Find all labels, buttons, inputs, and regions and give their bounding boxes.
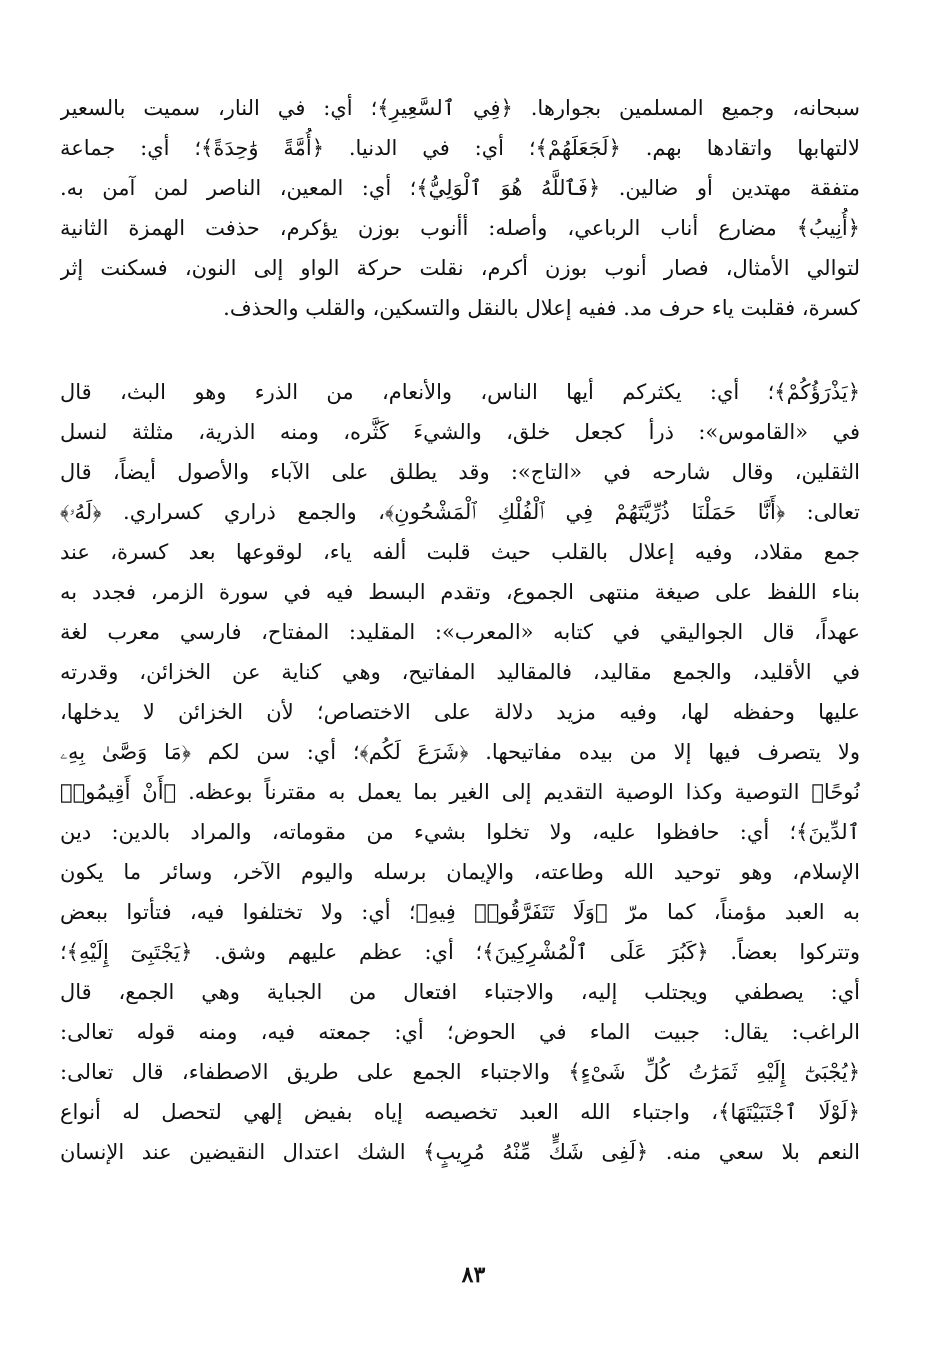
text-line: جمع مقلاد، وفيه إعلال بالقلب حيث قلبت ألفه ياء، لوقوعها بعد كسرة، عند (60, 540, 860, 564)
paragraph-2 (60, 372, 860, 1172)
text-line: ﴿لَوْلَا ٱجْتَبَيْتَهَا﴾، واجتباء الله العبد تخصيصه إياه بفيض إلهي لتحصل له أنواع (60, 1100, 860, 1124)
text-line: الإسلام، وهو توحيد الله وطاعته، والإيمان برسله واليوم الآخر، وسائر ما يكون (60, 860, 860, 884)
text-line: سبحانه، وجميع المسلمين بجوارها. ﴿فِي ٱلسَّعِيرِ﴾؛ أي: في النار، سميت بالسعير (60, 96, 860, 120)
text-line: تعالى: ﴿أَنَّا حَمَلْنَا ذُرِّيَّتَهُمْ فِي ٱلْفُلْكِ ٱلْمَشْحُونِ﴾، والجمع ذراري كسراري. ﴿لَهُۥ﴾ (60, 500, 860, 524)
text-line: في «القاموس»: ذرأ كجعل خلق، والشيءَ كَثَّره، ومنه الذرية، مثلثة لنسل (60, 420, 860, 444)
text-line: الراغب: يقال: جبيت الماء في الحوض؛ أي: جمعته فيه، ومنه قوله تعالى: (60, 1020, 860, 1044)
text-line: ﴿يَذْرَؤُكُمْ﴾؛ أي: يكثركم أيها الناس، والأنعام، من الذرء وهو البث، قال (60, 380, 860, 404)
text-line: ٱلدِّينَ﴾؛ أي: حافظوا عليه، ولا تخلوا بشيء من مقوماته، والمراد بالدين: دين (60, 820, 860, 844)
text-line: عهداً، قال الجواليقي في كتابه «المعرب»: المقليد: المفتاح، فارسي معرب لغة (60, 620, 860, 644)
text-line: ﴿يُجْبَىٰٓ إِلَيْهِ ثَمَرَٰتُ كُلِّ شَىْءٍ﴾ والاجتباء الجمع على طريق الاصطفاء، قال تعالى: (60, 1060, 860, 1084)
text-line: النعم بلا سعي منه. ﴿لَفِى شَكٍّ مِّنْهُ مُرِيبٍ﴾ الشك اعتدال النقيضين عند الإنسان (60, 1140, 860, 1164)
page-number: ٨٣ (461, 1262, 486, 1288)
text-line: الثقلين، وقال شارحه في «التاج»: وقد يطلق على الآباء والأصول أيضاً، قال (60, 460, 860, 484)
text-line: متفقة مهتدين أو ضالين. ﴿فَٱللَّهُ هُوَ ٱلْوَلِيُّ﴾؛ أي: المعين، الناصر لمن آمن به. (60, 176, 860, 200)
text-line: كسرة، فقلبت ياء حرف مد. ففيه إعلال بالنقل والتسكين، والقلب والحذف. (223, 296, 860, 320)
text-line: ﴿أُنِيبُ﴾ مضارع أناب الرباعي، وأصله: أأنوب بوزن يؤكرم، حذفت الهمزة الثانية (60, 216, 860, 240)
text-line: نُوحًا﴾ التوصية وكذا الوصية التقديم إلى الغير بما يعمل به مقترناً بوعظه. ﴿أَنْ أَقِيمُوا۟ (60, 780, 860, 804)
paragraph-1 (60, 88, 860, 328)
text-line: في الأقليد، والجمع مقاليد، فالمقاليد المفاتيح، وهي كناية عن الخزائن، وقدرته (60, 660, 860, 684)
text-line: أي: يصطفي ويجتلب إليه، والاجتباء افتعال من الجباية وهي الجمع، قال (60, 980, 860, 1004)
text-line: عليها وحفظه لها، وفيه مزيد دلالة على الاختصاص؛ لأن الخزائن لا يدخلها، (60, 700, 860, 724)
text-line: به العبد مؤمناً، كما مرّ ﴿وَلَا تَتَفَرَّقُوا۟ فِيهِ﴾؛ أي: ولا تختلفوا فيه، فتأتوا ببعض (60, 900, 860, 924)
text-line: لتوالي الأمثال، فصار أنوب بوزن أكرم، نقلت حركة الواو إلى النون، فسكنت إثر (60, 256, 860, 280)
text-line: وتتركوا بعضاً. ﴿كَبُرَ عَلَى ٱلْمُشْرِكِينَ﴾؛ أي: عظم عليهم وشق. ﴿يَجْتَبِىٓ إِلَيْهِ﴾؛ (60, 940, 860, 964)
text-line: بناء اللفظ على صيغة منتهى الجموع، وتقدم البسط فيه في سورة الزمر، فجدد به (60, 580, 860, 604)
text-line: ولا يتصرف فيها إلا من بيده مفاتيحها. ﴿شَرَعَ لَكُم﴾؛ أي: سن لكم ﴿مَا وَصَّىٰ بِهِۦ (60, 740, 860, 764)
text-line: لالتهابها واتقادها بهم. ﴿لَجَعَلَهُمْ﴾؛ أي: في الدنيا. ﴿أُمَّةً وَٰحِدَةً﴾؛ أي: جماعة (60, 136, 860, 160)
